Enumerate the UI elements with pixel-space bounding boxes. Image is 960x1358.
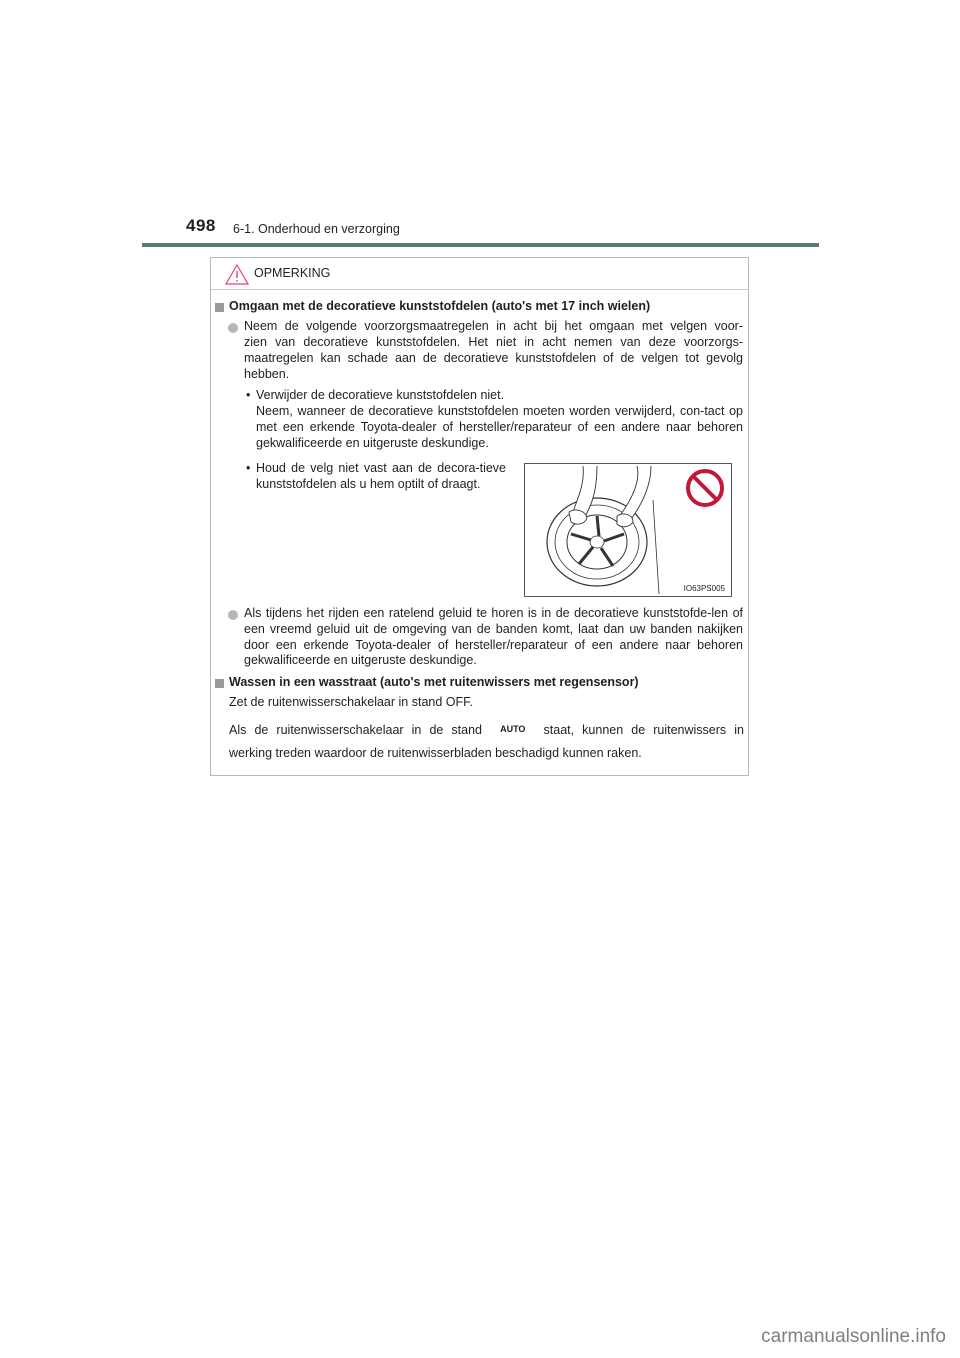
bullet-precautions-first-line: Neem de volgende voorzorgsmaatregelen in acht bij het omgaan met velgen voor- — [244, 319, 743, 333]
wheel-drawing — [525, 464, 731, 596]
sub-item-do-not-hold: Houd de velg niet vast aan de decora-tieve kunststofdelen als u hem optilt of draagt. — [256, 461, 506, 491]
wiper-auto-warning-line2: werking treden waardoor de ruitenwisserbladen beschadigd kunnen raken. — [229, 746, 642, 760]
heading-marker — [215, 303, 224, 312]
caution-title: OPMERKING — [254, 266, 331, 280]
heading-marker — [215, 679, 224, 688]
page-number: 498 — [186, 216, 216, 235]
heading-car-wash: Wassen in een wasstraat (auto's met ruitenwissers met regensensor) — [229, 675, 639, 689]
bullet-rattling-noise: Als tijdens het rijden een ratelend geluid te horen is in de decoratieve kunststofde-len of een vreemd geluid uit de omgeving van de banden komt, laat dan uw banden nakijken door een erkende Toyota-dealer of hersteller/reparateur of een andere naar behoren gekwalificeerde en uitgeruste deskundige. — [244, 606, 743, 668]
sub-bullet-dot: • — [246, 461, 251, 475]
heading-decorative-parts: Omgaan met de decoratieve kunststofdelen (auto's met 17 inch wielen) — [229, 299, 651, 313]
footer-watermark: carmanualsonline.info — [761, 1326, 946, 1347]
section-title: 6-1. Onderhoud en verzorging — [233, 222, 400, 236]
bullet-precautions-body: zien van decoratieve kunststofdelen. Het niet in acht nemen van deze voorzorgs-maatregelen kan schade aan de decoratieve kunststofdelen of de velgen tot gevolg hebben. — [244, 335, 743, 381]
header-rule — [142, 243, 819, 247]
auto-symbol: AUTO — [500, 724, 526, 734]
warning-triangle-icon — [225, 264, 249, 285]
bullet-marker — [228, 323, 238, 333]
caution-box — [210, 257, 749, 776]
illustration-code: IO63PS005 — [683, 584, 725, 593]
wheel-illustration — [524, 463, 732, 597]
wiper-auto-warning — [229, 722, 744, 739]
sub-item-do-not-remove-body: Neem, wanneer de decoratieve kunststofdelen moeten worden verwijderd, con-tact op met een erkende Toyota-dealer of hersteller/reparateur of een andere naar behoren gekwalificeerde en uitgeruste deskundige. — [256, 404, 743, 450]
sub-item-do-not-remove: Verwijder de decoratieve kunststofdelen niet. — [256, 388, 505, 402]
bullet-marker — [228, 610, 238, 620]
wiper-auto-text-after: staat, kunnen de ruitenwissers in — [543, 723, 744, 737]
caution-header — [211, 258, 748, 290]
sub-bullet-dot: • — [246, 388, 251, 402]
wiper-auto-text-before: Als de ruitenwisserschakelaar in de stand — [229, 723, 483, 737]
wiper-off-instruction: Zet de ruitenwisserschakelaar in stand OFF. — [229, 695, 473, 709]
